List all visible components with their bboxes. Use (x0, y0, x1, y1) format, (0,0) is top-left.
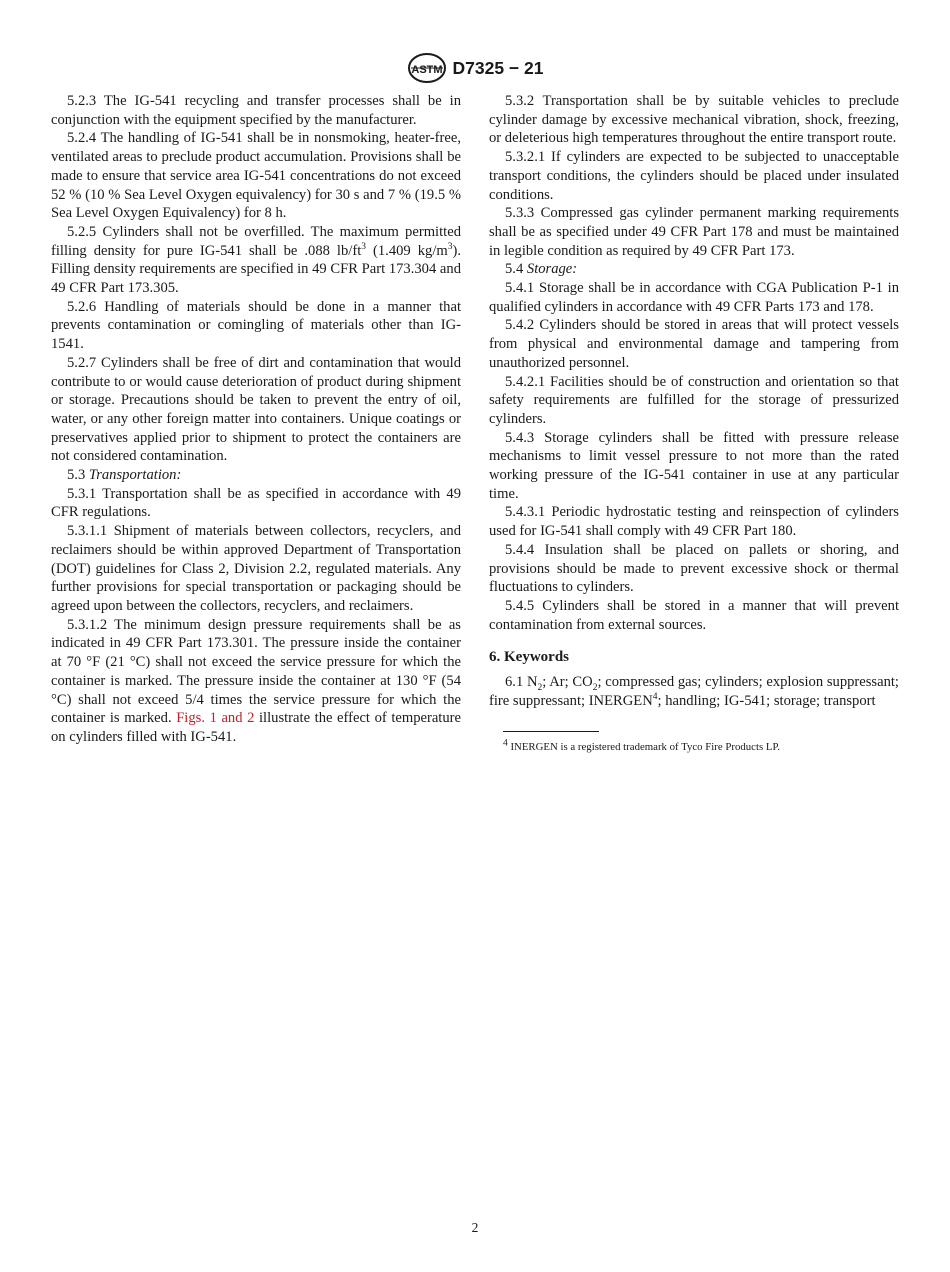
right-column (489, 92, 899, 754)
keywords-heading: 6. Keywords (489, 649, 569, 666)
figures-link[interactable]: Figs. 1 and 2 (176, 710, 255, 727)
section-5-3-1-2: 5.3.1.2 The minimum design pressure requirements shall be as indicated in 49 CFR Part 173.301. The pressure inside the container at 70 °F (21 °C) shall not exceed the service pressure for which the container is marked. The pressure inside the container at 130 °F (54 °C) shall not exceed 5/4 times the service pressure for which the container is marked. Figs. 1 and 2 illustrate the effect of temperature on cylinders filled with IG-541. (51, 616, 461, 745)
standard-designation: D7325 − 21 (452, 57, 544, 78)
section-5-4-4: 5.4.4 Insulation shall be placed on pallets or shoring, and provisions should be made to prevent excessive shock or thermal fluctuations to cylinders. (489, 541, 899, 596)
section-5-3-heading: 5.3 Transportation: (67, 467, 182, 484)
section-5-4-1: 5.4.1 Storage shall be in accordance with CGA Publication P-1 in qualified cylinders in accordance with 49 CFR Parts 173 and 178. (489, 280, 899, 315)
section-5-3-1: 5.3.1 Transportation shall be as specified in accordance with 49 CFR regulations. (51, 485, 461, 521)
section-5-4-heading: 5.4 Storage: (505, 261, 578, 278)
section-5-4-5: 5.4.5 Cylinders shall be stored in a manner that will prevent contamination from external sources. (489, 597, 899, 633)
section-5-4-3-1: 5.4.3.1 Periodic hydrostatic testing and reinspection of cylinders used for IG-541 shall comply with 49 CFR Part 180. (489, 504, 899, 540)
section-5-2-4: 5.2.4 The handling of IG-541 shall be in nonsmoking, heater-free, ventilated areas to preclude product accumulation. Provisions shall be made to ensure that service area IG-541 concentrations do not exceed 52 % (10 % Sea Level Oxygen equivalency) for 30 s and 7 % (19.5 % Sea Level Oxygen Equivalency) for 8 h. (51, 130, 461, 222)
section-5-2-7: 5.2.7 Cylinders shall be free of dirt and contamination that would contribute to or would cause deterioration of product during shipment or storage. Precautions should be taken to prevent the entry of oil, water, or any other foreign matter into containers. Unique coatings or preservatives applied prior to shipment to protect the containers are not considered contamination. (51, 354, 461, 465)
page-header (0, 52, 950, 84)
section-5-4-3: 5.4.3 Storage cylinders shall be fitted with pressure release mechanisms to limit vessel pressure to not more than the rated working pressure of the IG-541 container in use at any particular time. (489, 429, 899, 502)
left-column (51, 92, 461, 747)
section-5-3-1-1: 5.3.1.1 Shipment of materials between collectors, recyclers, and reclaimers should be within approved Department of Transportation (DOT) guidelines for Class 2, Division 2.2, regulated materials. Any further provisions for special transportation or packaging should be agreed upon between the collectors, recyclers, and reclaimers. (51, 523, 461, 614)
section-5-2-6: 5.2.6 Handling of materials should be done in a manner that prevents contamination or comingling of materials other than IG-1541. (51, 298, 461, 353)
section-5-2-5: 5.2.5 Cylinders shall not be overfilled. The maximum permitted filling density for pure IG-541 shall be .088 $lb/ft^3$ (1.409 $kg/m^3$). Filling density requirements are specified in 49 CFR Part 173.304 and 49 CFR Part 173.305. (51, 223, 461, 297)
section-5-3-3: 5.3.3 Compressed gas cylinder permanent marking requirements shall be as specified under 49 CFR Part 178 and must be maintained in legible condition as required by 49 CFR Part 173. (489, 205, 899, 259)
section-5-3-2: 5.3.2 Transportation shall be by suitable vehicles to preclude cylinder damage by excessive mechanical vibration, shock, freezing, or deleterious high temperatures throughout the entire transport route. (489, 93, 899, 147)
section-5-4-2-1: 5.4.2.1 Facilities should be of construction and orientation so that safety requirements are fulfilled for the storage of pressurized cylinders. (489, 373, 899, 427)
section-6-1-keywords: 6.1 $N_2$; Ar; $CO_2$; compressed gas; cylinders; explosion suppressant; fire suppressant; INERGEN$^4$; handling; IG-541; storage; transport (489, 674, 899, 709)
footnote-4: $^4$ INERGEN is a registered trademark of Tyco Fire Products LP. (503, 737, 780, 753)
section-5-4-2: 5.4.2 Cylinders should be stored in areas that will protect vessels from physical and environmental damage and tampering from unauthorized personnel. (489, 317, 899, 371)
page-number: 2 (471, 1220, 479, 1235)
svg-text:ASTM: ASTM (410, 64, 443, 76)
section-5-2-3: 5.2.3 The IG-541 recycling and transfer processes shall be in conjunction with the equipment specified by the manufacturer. (51, 93, 461, 128)
footnote-divider (503, 731, 599, 732)
section-5-3-2-1: 5.3.2.1 If cylinders are expected to be subjected to unacceptable transport conditions, the cylinders should be placed under insulated conditions. (489, 149, 899, 203)
astm-logo-icon (407, 52, 447, 84)
